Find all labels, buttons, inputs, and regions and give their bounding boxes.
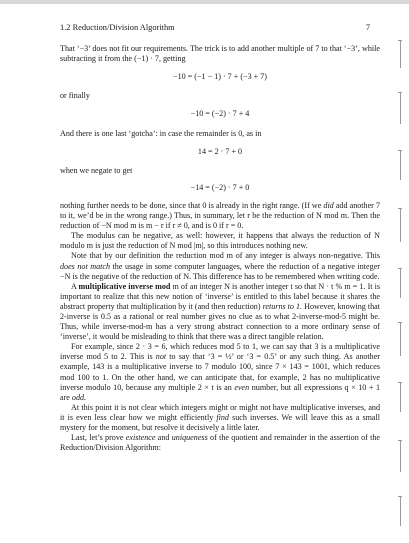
edge-mark bbox=[400, 322, 401, 356]
edge-mark-cap bbox=[398, 322, 402, 323]
paragraph-1: That ‘−3’ does not fit our requirements. The trick is to add another multiple of 7 to that ‘−3’, while subtracting it from the (−1) · 7, getting bbox=[60, 44, 380, 64]
p7-text-b: the usage in some computer languages, where the reduction of a negative integer −N is the negative of the reduction of N. This difference has to be remembered when writing code. bbox=[60, 261, 380, 281]
scan-right-edge-marks bbox=[397, 0, 409, 543]
p9-text-c: number, but all expressions q × 10 + 1 are bbox=[60, 382, 380, 402]
p9-text-a: For example, since 2 · 3 = 6, which reduces mod 5 to 1, we can say that 3 is a multiplicative inverse mod 5 to 2. This is bbox=[60, 342, 380, 362]
edge-mark bbox=[400, 382, 401, 412]
p8-definition-term: multiplicative inverse mod bbox=[78, 281, 171, 291]
p11-emphasis-existence: existence bbox=[125, 433, 156, 443]
paragraph-10 bbox=[60, 403, 380, 433]
equation-3: 14 = 2 · 7 + 0 bbox=[197, 146, 243, 156]
p8-emphasis: returns to 1. bbox=[262, 301, 303, 311]
edge-mark-cap bbox=[398, 440, 402, 441]
p10-emphasis: find bbox=[216, 412, 229, 422]
paragraph-4: when we negate to get bbox=[60, 165, 133, 175]
p7-emphasis: does not match bbox=[60, 261, 111, 271]
p7-text-a: Note that by our definition the reduction mod m of any integer is always non-negative. This bbox=[71, 251, 380, 261]
edge-mark bbox=[400, 440, 401, 472]
edge-mark-cap bbox=[398, 496, 402, 497]
paragraph-6: The modulus can be negative, as well: however, it happens that always the reduction of N modulo m is just the reduction of N mod |m|, so this introduces nothing new. bbox=[60, 231, 380, 251]
p5-text-b: add another 7 to it, we’d be in the wrong range.) Thus, in summary, let r be the reduction of N mod m. Then the reduction of −N mod m is m − r if r ≠ 0, and is 0 if r = 0. bbox=[60, 200, 380, 231]
p11-text-c: of the quotient and remainder in the assertion of the Reduction/Division Algorithm: bbox=[60, 433, 380, 453]
scan-top-edge bbox=[0, 0, 409, 4]
p11-text-b: and bbox=[155, 433, 172, 443]
p10-text-a: At this point it is not clear which integers might or might not have multiplicative inverses, and it is even less clear how we might efficiently bbox=[60, 402, 380, 422]
p9-emphasis-even: even bbox=[234, 382, 250, 392]
p5-emphasis: did bbox=[323, 200, 334, 210]
p8-text-c: However, knowing that 2-inverse is 0.5 as a rational or real number gives no clue as to what 2-inverse-mod-5 might be. Thus, while inverse-mod-m has a very strong abstract connection to a more ordinary sense of ‘inverse’, it would be misleading to think that there was a direct tangible relation. bbox=[60, 301, 380, 342]
paragraph-2: or finally bbox=[60, 91, 90, 101]
equation-2: −10 = (−2) · 7 + 4 bbox=[190, 109, 250, 119]
edge-mark-cap bbox=[398, 268, 402, 269]
running-header bbox=[60, 23, 380, 33]
p11-text-a: Last, let’s prove bbox=[71, 433, 126, 443]
edge-mark bbox=[400, 208, 401, 242]
paragraph-7 bbox=[60, 251, 380, 281]
page-number: 7 bbox=[365, 23, 370, 32]
p5-text-a: nothing further needs to be done, since that 0 is already in the right range. (If we bbox=[60, 200, 324, 210]
section-title: 1.2 Reduction/Division Algorithm bbox=[60, 23, 175, 32]
edge-mark bbox=[400, 40, 401, 68]
edge-mark bbox=[400, 92, 401, 124]
edge-mark-cap bbox=[398, 150, 402, 151]
edge-mark-cap bbox=[398, 382, 402, 383]
equation-1: −10 = (−1 − 1) · 7 + (−3 + 7) bbox=[173, 72, 267, 82]
p9-emphasis-not: not bbox=[155, 352, 167, 362]
book-page bbox=[60, 23, 380, 453]
equation-4: −14 = (−2) · 7 + 0 bbox=[190, 182, 250, 192]
paragraph-3: And there is one last ‘gotcha’: in case the remainder is 0, as in bbox=[60, 128, 262, 138]
edge-mark bbox=[400, 150, 401, 180]
edge-mark bbox=[400, 496, 401, 526]
p11-emphasis-uniqueness: uniqueness bbox=[171, 433, 208, 443]
edge-mark bbox=[400, 268, 401, 298]
p9-text-b: to say that ‘3 = ½’ or ‘3 = 0.5’ or any such thing. As another example, 143 is a multiplicative inverse to 7 modulo 100, since 7 × 143 = 1001, which reduces mod 100 to 1. On the other hand, we can anticipate that, for example, 2 has no multiplicative inverse modulo 10, because any multiple 2 × t is an bbox=[60, 352, 381, 392]
p10-text-b: such inverses. We will leave this as a small mystery for the moment, but resolve it decisively a little later. bbox=[60, 412, 380, 432]
edge-mark-cap bbox=[398, 208, 402, 209]
edge-mark-cap bbox=[398, 40, 402, 41]
paragraph-5 bbox=[60, 201, 380, 231]
edge-mark-cap bbox=[398, 92, 402, 93]
paragraph-9 bbox=[60, 342, 380, 403]
paragraph-11 bbox=[60, 433, 380, 453]
p8-text-a: A bbox=[71, 281, 79, 291]
p8-text-b: m of an integer N is another integer t so that N · t % m = 1. It is important to realize that this new notion of ‘inverse’ is entitled to this label because it shares the abstract property that multiplication by it (and then reduction) bbox=[60, 281, 381, 311]
paragraph-8 bbox=[60, 282, 380, 343]
p9-emphasis-odd: odd. bbox=[71, 392, 87, 402]
